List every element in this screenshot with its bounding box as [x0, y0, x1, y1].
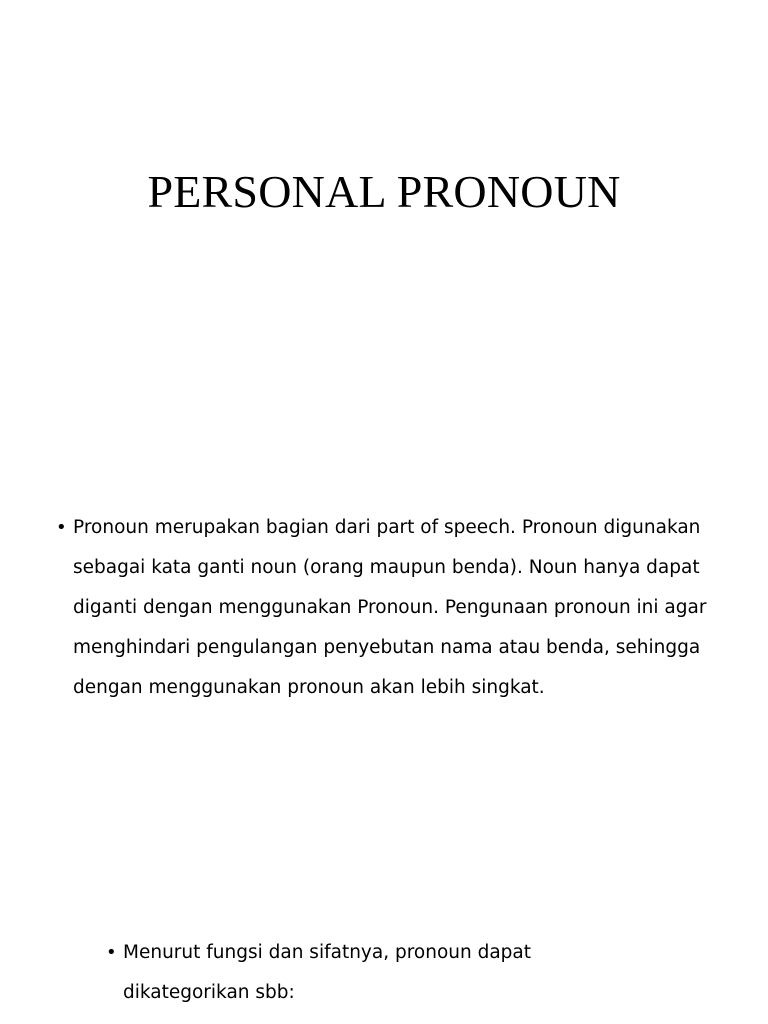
- secondary-bullet-block: [106, 933, 546, 1013]
- slide-title: PERSONAL PRONOUN: [147, 166, 621, 217]
- bullet-paragraph: [73, 508, 716, 708]
- bullet-dot-icon: •: [56, 517, 67, 538]
- bullet-paragraph: [123, 933, 546, 1013]
- main-bullet-block: [56, 508, 716, 708]
- paragraph-line: sebagai kata ganti noun (orang maupun benda). Noun hanya dapat: [73, 557, 700, 578]
- paragraph-line: Pronoun merupakan bagian dari part of speech. Pronoun digunakan: [73, 517, 701, 538]
- bullet-item-categories: [106, 933, 546, 1013]
- bullet-item-definition: [56, 508, 716, 708]
- paragraph-line: dikategorikan sbb:: [123, 982, 295, 1003]
- paragraph-line: diganti dengan menggunakan Pronoun. Pengunaan pronoun ini agar: [73, 597, 707, 618]
- bullet-dot-icon: •: [106, 942, 117, 963]
- paragraph-line: Menurut fungsi dan sifatnya, pronoun dapat: [123, 942, 532, 963]
- paragraph-line: menghindari pengulangan penyebutan nama atau benda, sehingga: [73, 637, 701, 658]
- paragraph-line: dengan menggunakan pronoun akan lebih singkat.: [73, 677, 545, 698]
